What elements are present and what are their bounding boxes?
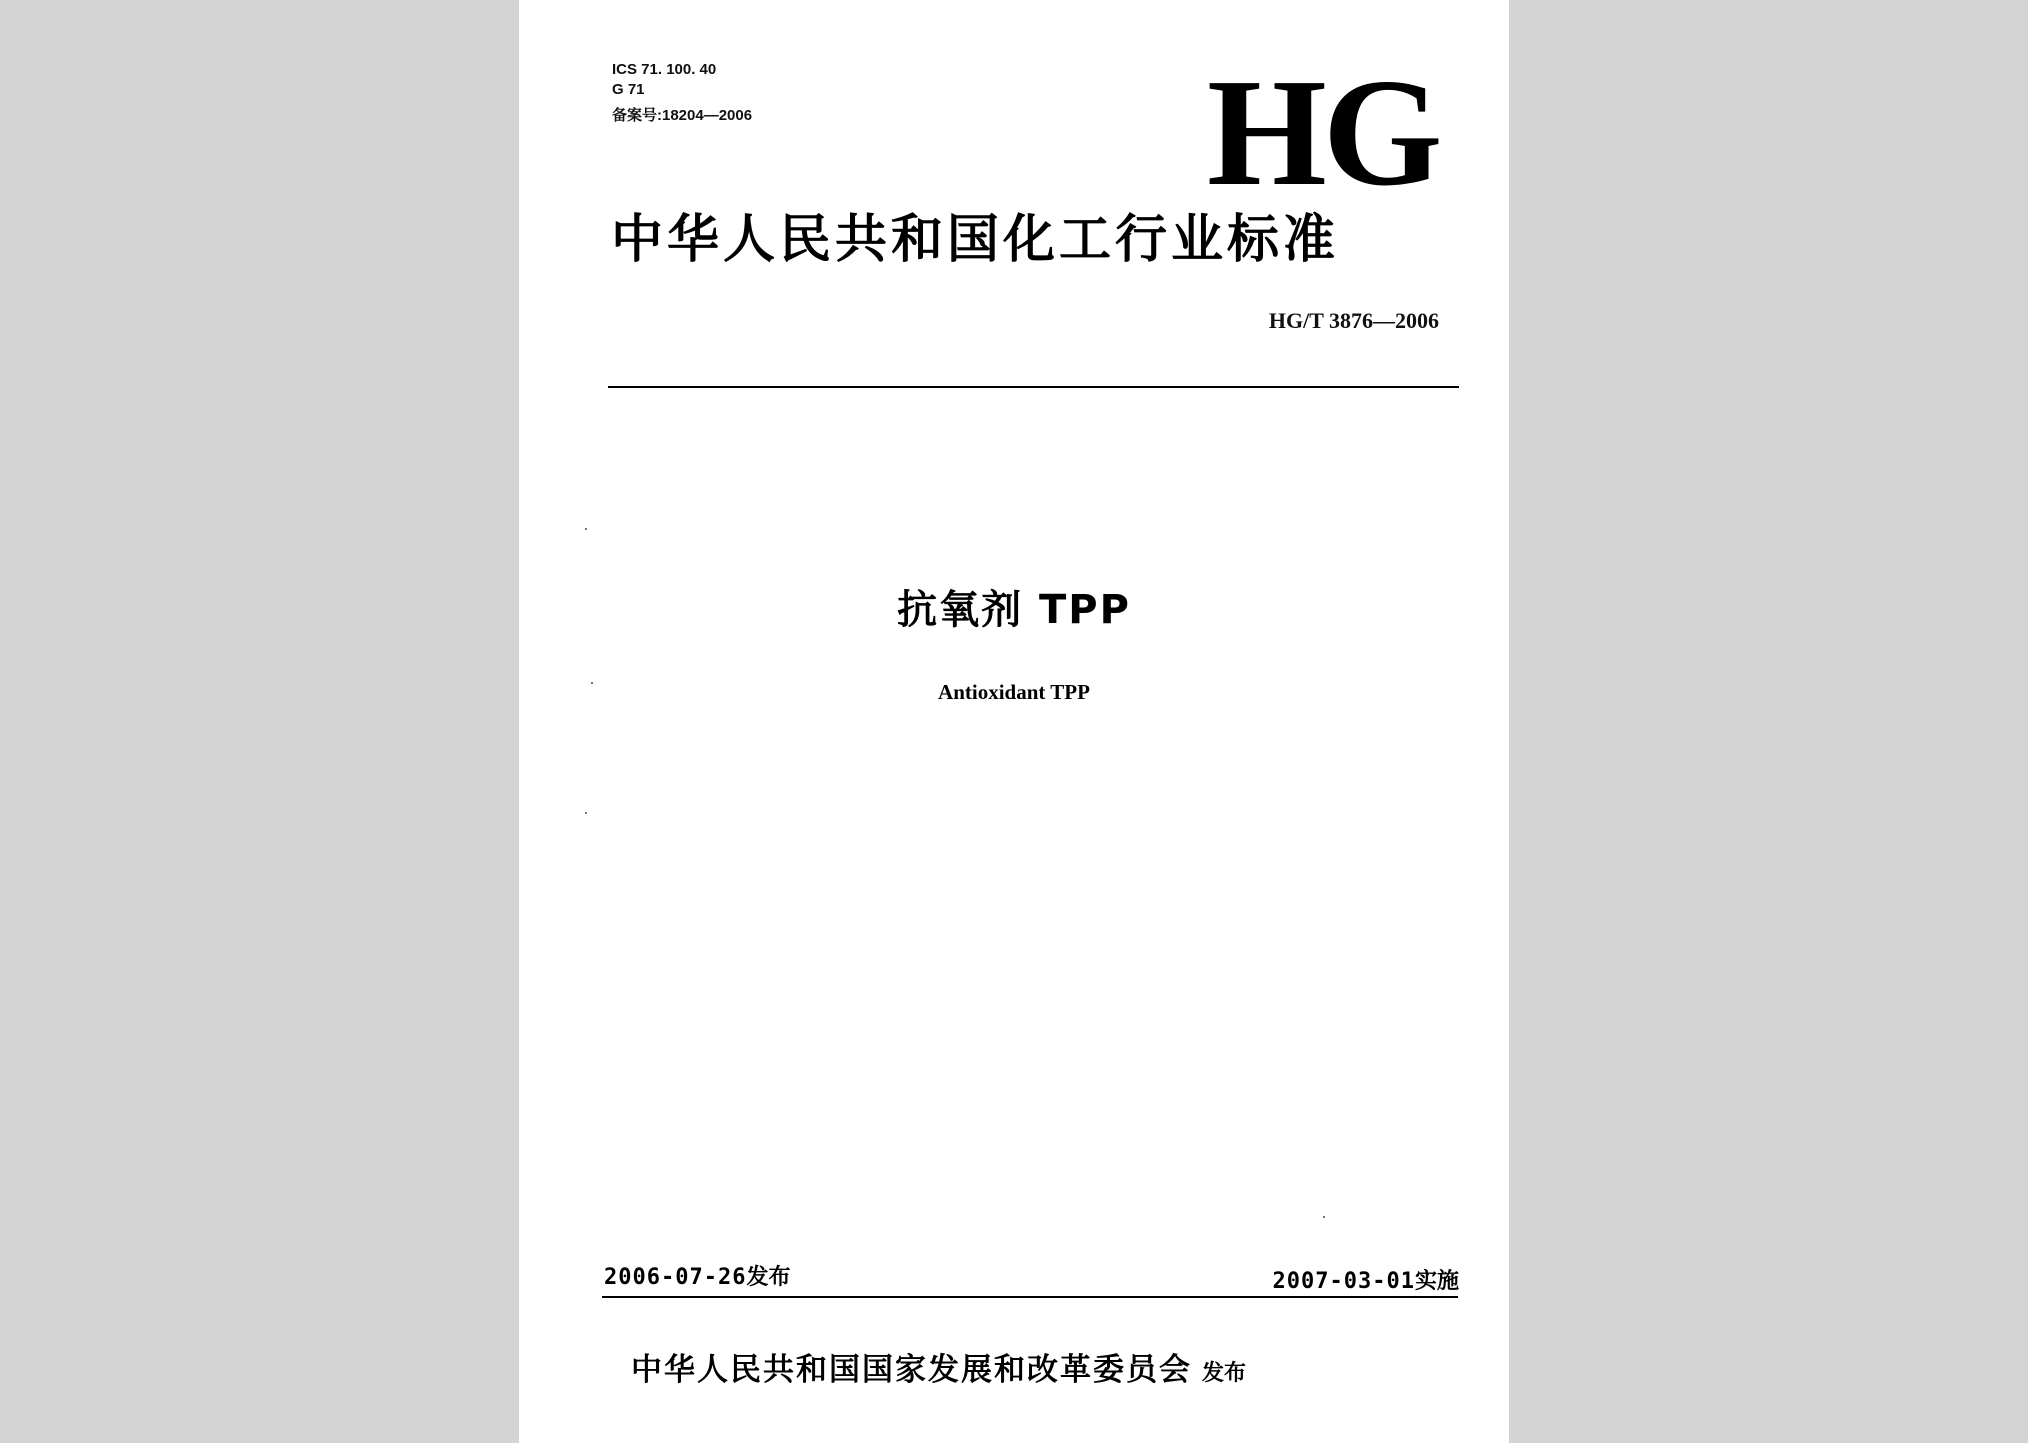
scan-speck (585, 812, 587, 814)
footer-divider (602, 1296, 1458, 1298)
issue-label: 发布 (746, 1265, 791, 1290)
publisher-line (631, 1344, 1246, 1389)
standard-code: HG/T 3876—2006 (1268, 308, 1439, 333)
dates-row (604, 1260, 1459, 1296)
classification-block (612, 60, 752, 126)
scan-speck (1323, 1216, 1325, 1218)
document-title-english: Antioxidant TPP (938, 680, 1090, 704)
document-page (519, 0, 1509, 1443)
hg-logo: HG (1207, 48, 1439, 218)
standard-title: 中华人民共和国化工行业标准 (611, 210, 1340, 270)
filing-number: 备案号:18204—2006 (612, 107, 753, 124)
ics-code: ICS 71. 100. 40 (612, 61, 717, 78)
document-title-chinese: 抗氧剂 TPP (897, 587, 1131, 633)
publisher-label: 发布 (1202, 1361, 1247, 1386)
issue-date-group (604, 1260, 790, 1291)
publisher-name: 中华人民共和国国家发展和改革委员会 (631, 1352, 1192, 1388)
implement-date: 2007-03-01 (1272, 1269, 1415, 1294)
scan-speck (585, 528, 587, 530)
implement-date-group (1273, 1264, 1459, 1295)
implement-label: 实施 (1414, 1269, 1459, 1294)
class-code: G 71 (612, 81, 645, 98)
issue-date: 2006-07-26 (604, 1265, 747, 1290)
header-divider (608, 386, 1459, 388)
